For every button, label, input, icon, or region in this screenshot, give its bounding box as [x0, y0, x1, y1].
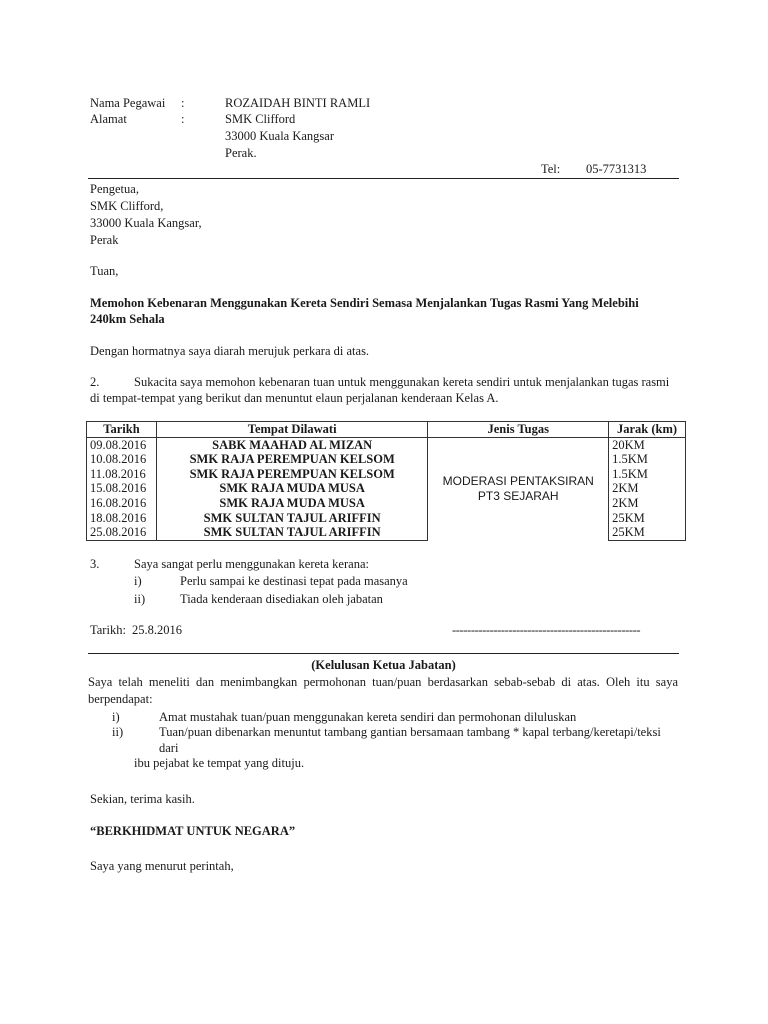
reasons-number: 3. [90, 557, 100, 571]
recipient-line-2: SMK Clifford, [90, 199, 164, 213]
subject-line-1: Memohon Kebenaran Menggunakan Kereta Sendiri Semasa Menjalankan Tugas Rasmi Yang Melebihi [90, 296, 639, 310]
header-place: Tempat Dilawati [156, 422, 427, 438]
trip-place: SABK MAAHAD AL MIZAN [156, 437, 427, 452]
header-distance: Jarak (km) [609, 422, 686, 438]
trip-distance: 25KM [609, 511, 686, 526]
trips-table [86, 421, 686, 541]
approval-item-2-text: Tuan/puan dibenarkan menuntut tambang gantian bersamaan tambang * kapal terbang/keretapi/teksi [159, 725, 661, 739]
recipient-line-3: 33000 Kuala Kangsar, [90, 216, 202, 230]
trip-task [428, 437, 609, 540]
approval-paragraph: Saya telah meneliti dan menimbangkan permohonan tuan/puan berdasarkan sebab-sebab di atas. Oleh itu saya berpendapat: [88, 675, 678, 706]
date-value: 25.8.2016 [132, 623, 182, 637]
trip-distance: 25KM [609, 525, 686, 540]
trip-place: SMK RAJA PEREMPUAN KELSOM [156, 452, 427, 467]
date-label: Tarikh: [90, 623, 126, 637]
address-line-3: Perak. [225, 146, 257, 160]
task-line-1: MODERASI PENTAKSIRAN [442, 474, 594, 489]
trip-date: 16.08.2016 [87, 496, 157, 511]
approval-item-2-continuation: dari [159, 741, 179, 755]
header-task: Jenis Tugas [428, 422, 609, 438]
subject-line-2: 240km Sehala [90, 312, 165, 326]
paragraph-2-number: 2. [90, 375, 100, 389]
trip-date: 10.08.2016 [87, 452, 157, 467]
table-row [87, 437, 686, 452]
approval-title: (Kelulusan Ketua Jabatan) [311, 658, 456, 672]
paragraph-2-line-2: di tempat-tempat yang berikut dan menuntut elaun perjalanan kenderaan Kelas A. [90, 391, 499, 405]
tel-value: 05-7731313 [586, 162, 647, 176]
name-colon: : [181, 96, 185, 110]
trip-distance: 20KM [609, 437, 686, 452]
opening-line: Dengan hormatnya saya diarah merujuk perkara di atas. [90, 344, 370, 358]
header-divider [88, 178, 679, 179]
approval-item-2-marker: ii) [112, 725, 124, 739]
name-value: ROZAIDAH BINTI RAMLI [225, 96, 371, 110]
task-line-2: PT3 SEJARAH [477, 488, 559, 503]
reason-1-text: Perlu sampai ke destinasi tepat pada masanya [180, 574, 408, 588]
approval-item-2-destination: ibu pejabat ke tempat yang dituju. [134, 756, 305, 770]
reason-2-marker: ii) [134, 592, 146, 606]
trip-distance: 2KM [609, 481, 686, 496]
trip-place: SMK RAJA MUDA MUSA [156, 481, 427, 496]
trip-date: 11.08.2016 [87, 467, 157, 482]
address-label: Alamat [90, 112, 127, 126]
tel-label: Tel: [541, 162, 561, 176]
trip-place: SMK SULTAN TAJUL ARIFFIN [156, 511, 427, 526]
trip-place: SMK RAJA MUDA MUSA [156, 496, 427, 511]
table-header-row [87, 422, 686, 438]
trip-date: 25.08.2016 [87, 525, 157, 540]
approval-item-1-marker: i) [112, 710, 120, 724]
reason-2-text: Tiada kenderaan disediakan oleh jabatan [180, 592, 383, 606]
trip-distance: 2KM [609, 496, 686, 511]
reasons-intro: Saya sangat perlu menggunakan kereta kerana: [134, 557, 369, 571]
trip-date: 18.08.2016 [87, 511, 157, 526]
signature-line: -------------------------------------------------- [452, 623, 641, 637]
name-label: Nama Pegawai [90, 96, 166, 110]
address-line-2: 33000 Kuala Kangsar [225, 129, 334, 143]
trip-place: SMK RAJA PEREMPUAN KELSOM [156, 467, 427, 482]
salutation: Tuan, [90, 264, 119, 278]
trip-date: 15.08.2016 [87, 481, 157, 496]
paragraph-2-line-1: Sukacita saya memohon kebenaran tuan untuk menggunakan kereta sendiri untuk menjalankan tugas rasmi [134, 375, 670, 389]
trip-distance: 1.5KM [609, 467, 686, 482]
trip-date: 09.08.2016 [87, 437, 157, 452]
approval-divider [88, 653, 679, 654]
thanks-line: Sekian, terima kasih. [90, 792, 195, 806]
header-date: Tarikh [87, 422, 157, 438]
address-line-1: SMK Clifford [225, 112, 296, 126]
approval-item-1-text: Amat mustahak tuan/puan menggunakan kereta sendiri dan permohonan diluluskan [159, 710, 577, 724]
trip-distance: 1.5KM [609, 452, 686, 467]
address-colon: : [181, 112, 185, 126]
motto: “BERKHIDMAT UNTUK NEGARA” [90, 824, 296, 838]
closing-line: Saya yang menurut perintah, [90, 859, 234, 873]
recipient-line-4: Perak [90, 233, 119, 247]
trip-place: SMK SULTAN TAJUL ARIFFIN [156, 525, 427, 540]
recipient-line-1: Pengetua, [90, 182, 139, 196]
reason-1-marker: i) [134, 574, 142, 588]
